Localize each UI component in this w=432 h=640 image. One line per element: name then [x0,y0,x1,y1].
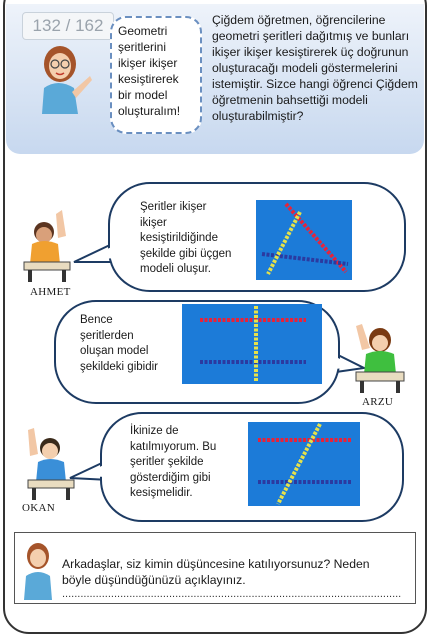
statement-line: şekilde gibi üçgen [140,247,232,260]
arzu-strip-model [182,304,322,384]
question-line: böyle düşündüğünüzü açıklayınız. [62,573,246,587]
teacher-small-illustration [20,540,56,600]
intro-line: oluşturabilmiştir? [212,109,304,123]
statement-line: şekildeki gibidir [80,360,158,373]
arzu-illustration [348,318,410,394]
statement-line: katılmıyorum. Bu [130,440,217,453]
statement-line: İkinize de [130,425,179,437]
intro-line: geometri şeritleri dağıtmış ve bunları [212,29,410,43]
teacher-line: bir model [118,88,168,102]
statement-line: modeli oluşur. [140,263,211,275]
intro-line: istemiştir. Sizce hangi öğrenci Çiğdem [212,77,418,91]
intro-line: öğretmenin bahsettiği modeli [212,93,368,107]
answer-line[interactable]: ............................................................................................................... [62,588,402,600]
page-counter: 132 / 162 [22,12,114,40]
ahmet-statement [140,200,250,278]
ahmet-triangle-model [256,200,352,280]
okan-illustration [20,424,80,502]
statement-line: şeritlerden [80,329,134,342]
teacher-line: oluşturalım! [118,104,181,118]
statement-line: Şeritler ikişer [140,201,207,213]
statement-line: gösterdiğim gibi [130,471,211,484]
okan-name: OKAN [22,502,55,514]
teacher-line: kesiştirerek [118,72,179,86]
okan-statement [130,424,240,502]
question-line: Arkadaşlar, siz kimin düşüncesine katılıyorsunuz? Neden [62,557,370,571]
statement-line: oluşan model [80,345,149,357]
statement-line: kesişmelidir. [130,487,193,499]
statement-line: kesiştirildiğinde [140,232,218,244]
intro-line: oluşturacağı modeli göstermelerini [212,61,398,75]
arzu-name: ARZU [362,396,394,408]
ahmet-illustration [18,206,78,284]
intro-line: ikişer ikişer kesiştirerek üç doğrunun [212,45,409,59]
arzu-statement [80,313,180,375]
intro-line: Çiğdem öğretmen, öğrencilerine [212,13,386,27]
statement-line: Bence [80,314,113,326]
closing-question [62,556,402,588]
teacher-line: ikişer ikişer [118,56,178,70]
teacher-line: Geometri [118,24,168,38]
okan-strip-model [248,422,360,506]
ahmet-name: AHMET [30,286,71,298]
statement-line: şeritler şekilde [130,456,204,468]
teacher-line: şeritlerini [118,40,167,54]
statement-line: ikişer [140,216,167,229]
